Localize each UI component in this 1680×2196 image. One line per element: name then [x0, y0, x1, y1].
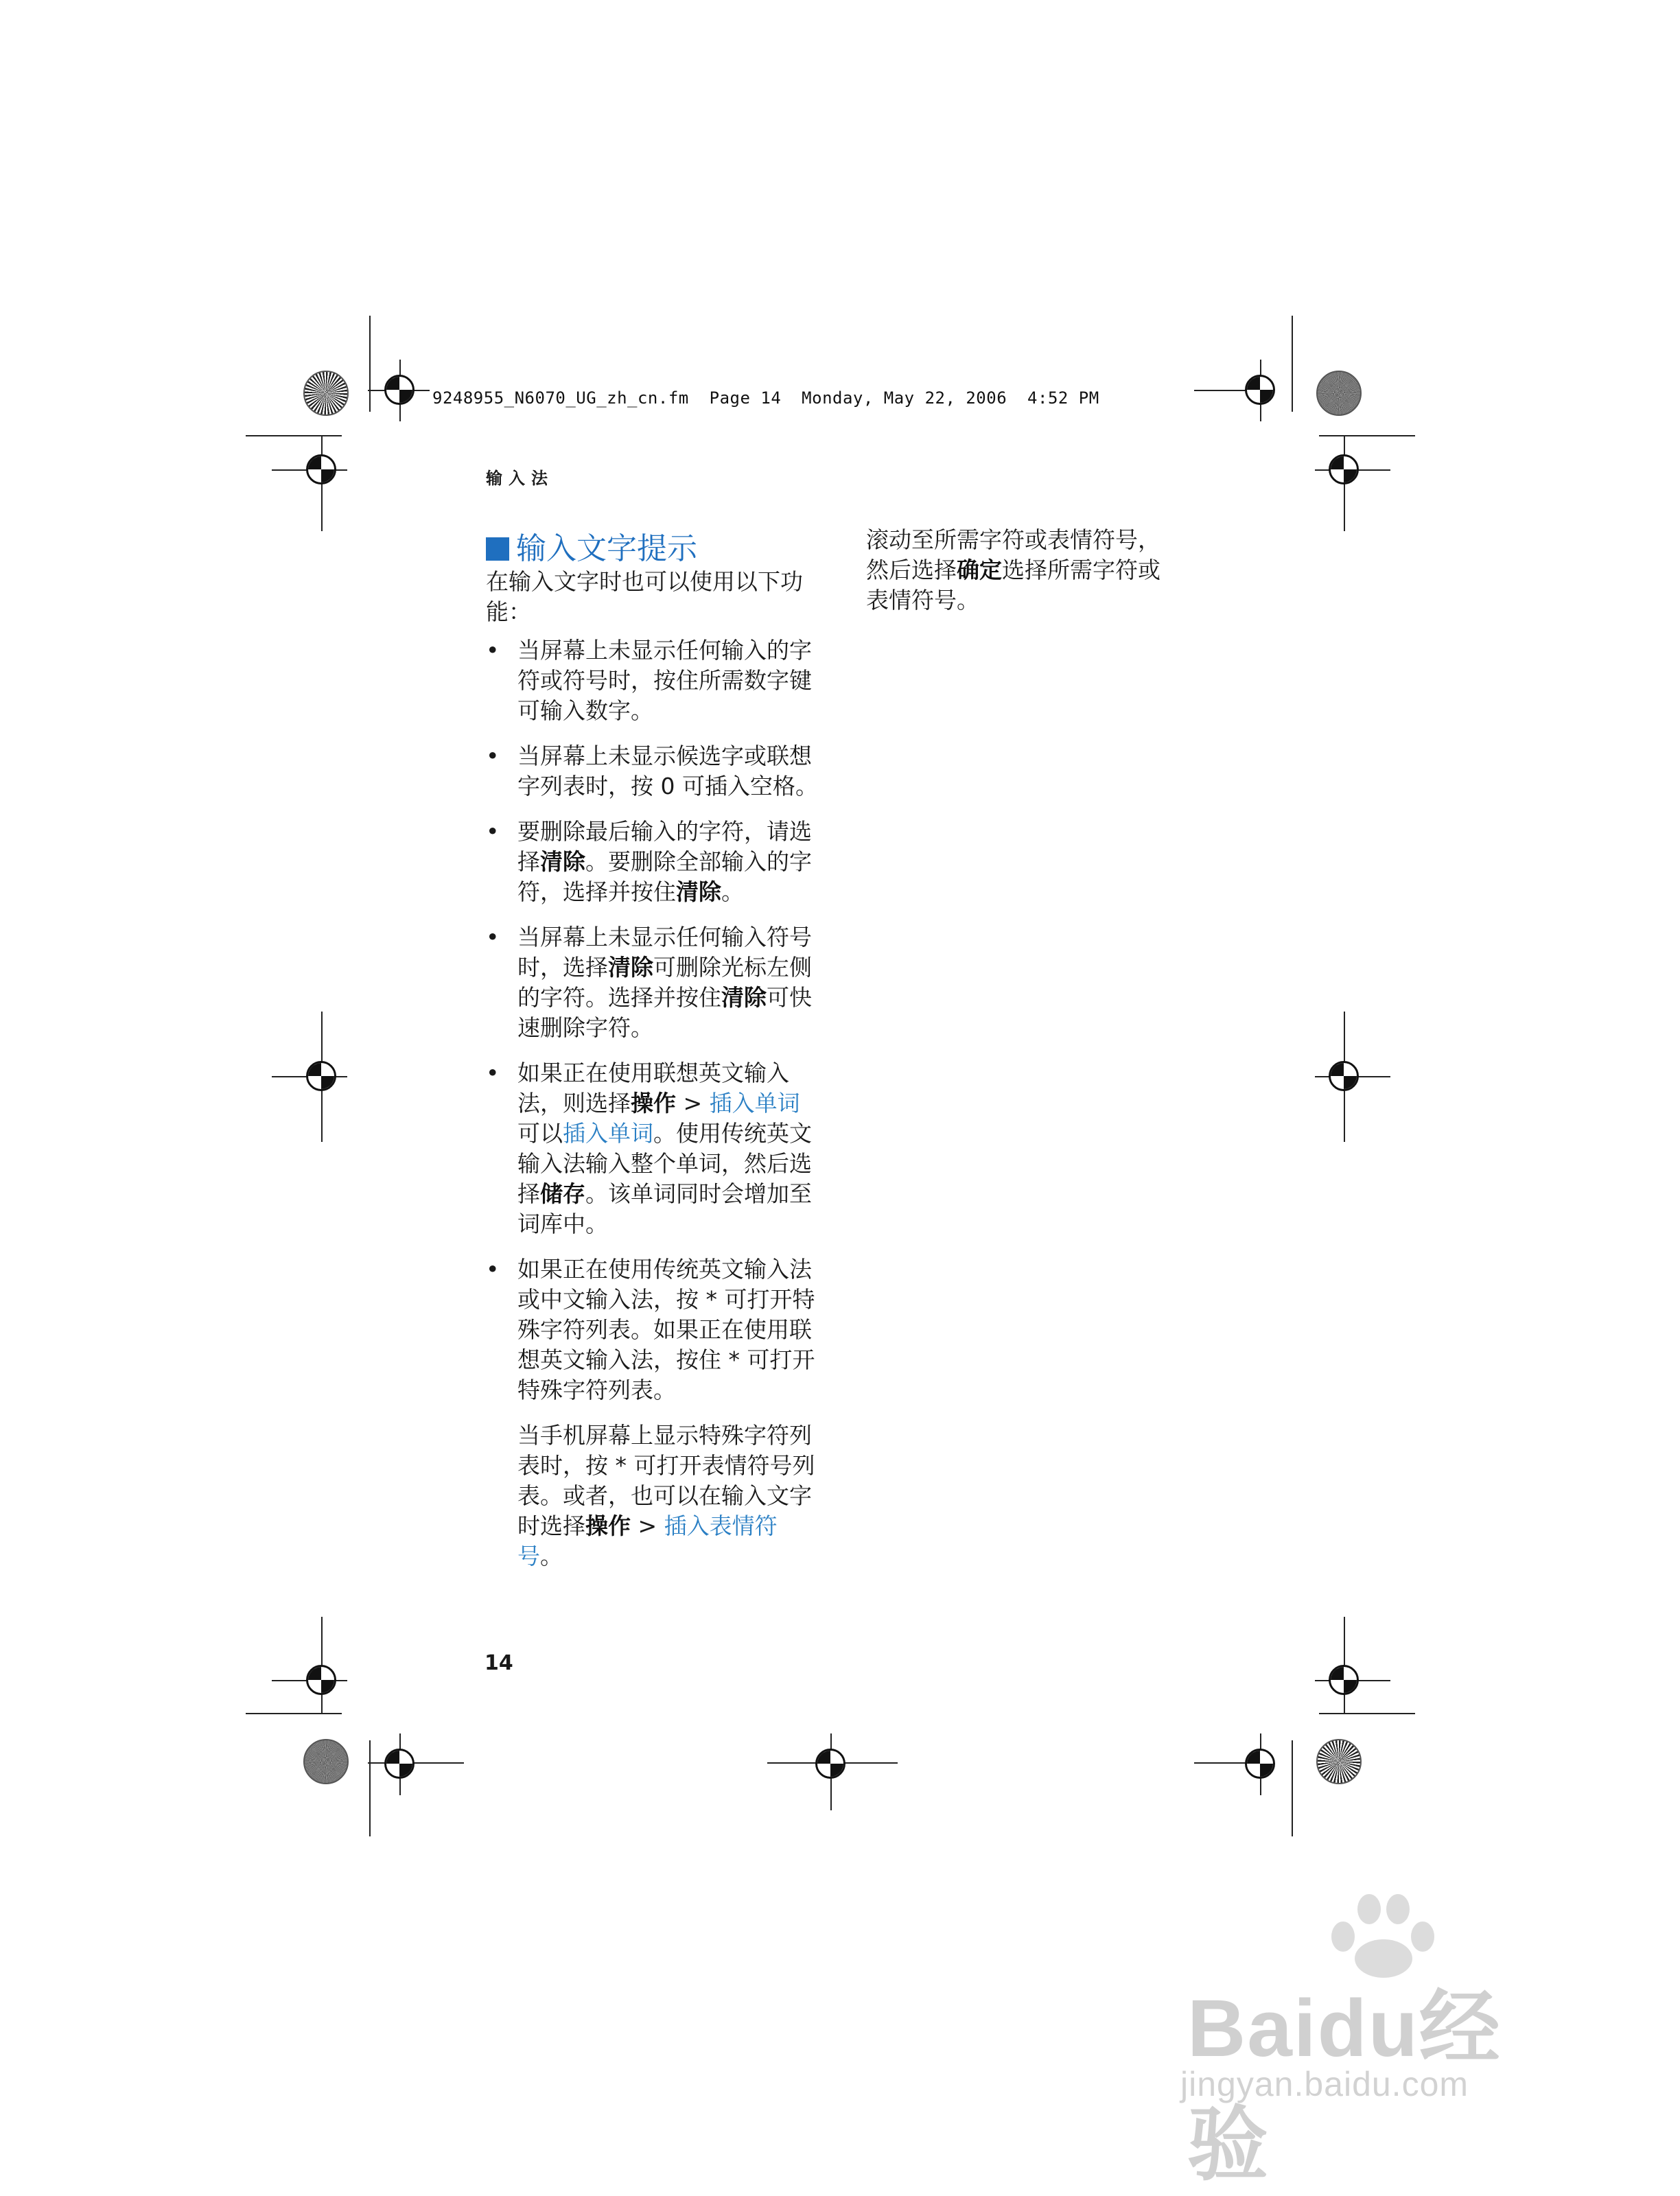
watermark-url: jingyan.baidu.com [1180, 2065, 1469, 2103]
watermark-brand: Baidu经验 [1187, 1983, 1502, 2191]
crop-mark-bottom-right-v [1292, 1740, 1293, 1836]
registration-mark-icon [1245, 1749, 1275, 1779]
softkey-term: 清除 [676, 878, 721, 905]
star-target-icon [303, 371, 349, 416]
registration-mark-icon [1329, 1665, 1359, 1695]
list-item [486, 1254, 822, 1405]
crop-mark-bottom-left-v [369, 1740, 371, 1836]
bullet-icon: • [486, 924, 500, 950]
softkey-term: 储存 [540, 1180, 585, 1207]
registration-mark-icon [815, 1749, 845, 1779]
heading-text: 输入文字提示 [516, 531, 697, 566]
bullet-icon: • [486, 1060, 500, 1086]
section-label: 输入法 [486, 469, 554, 488]
section-heading [486, 524, 697, 568]
list-item [486, 1058, 822, 1239]
registration-mark-icon [306, 1665, 336, 1695]
registration-mark-icon [1329, 1061, 1359, 1091]
bullet-icon: • [486, 743, 500, 769]
registration-mark-icon [384, 1749, 415, 1779]
tips-list [486, 635, 822, 1405]
softkey-term: 清除 [540, 848, 585, 875]
bullet-icon: • [486, 1256, 500, 1283]
file-header-line: 9248955_N6070_UG_zh_cn.fm Page 14 Monday, May 22, 2006 4:52 PM [432, 388, 1099, 408]
page-number: 14 [485, 1651, 513, 1675]
softkey-term: 操作 [585, 1512, 631, 1539]
bullet-icon: • [486, 637, 500, 664]
softkey-term: 清除 [721, 984, 767, 1011]
list-item-text: 要删除最后输入的字符，请选择清除。要删除全部输入的字符，选择并按住清除。 [517, 818, 812, 905]
intro-paragraph: 在输入文字时也可以使用以下功能： [486, 568, 803, 625]
right-column [866, 525, 1175, 624]
heading-square-icon [486, 537, 509, 561]
list-item-text: 当屏幕上未显示候选字或联想字列表时，按 0 可插入空格。 [517, 743, 818, 799]
list-item-text: 如果正在使用传统英文输入法或中文输入法，按 * 可打开特殊字符列表。如果正在使用联想英文输入法，按住 * 可打开特殊字符列表。 [517, 1256, 815, 1403]
sub-paragraph: 当手机屏幕上显示特殊字符列表时，按 * 可打开表情符号列表。或者，也可以在输入文字时选择操作 > 插入表情符号。 [517, 1422, 815, 1569]
bullet-icon: • [486, 818, 500, 845]
crop-mark-top-right-v [1292, 316, 1293, 412]
reg-line [368, 1762, 464, 1764]
list-item-text: 当屏幕上未显示任何输入的字符或符号时，按住所需数字键可输入数字。 [517, 637, 812, 724]
crop-mark-top-left-v [369, 316, 371, 412]
star-target-icon [1316, 1739, 1362, 1784]
list-item [486, 741, 822, 802]
star-target-icon [1316, 371, 1362, 416]
softkey-term: 确定 [957, 557, 1002, 583]
right-column-paragraph: 滚动至所需字符或表情符号，然后选择确定选择所需字符或表情符号。 [866, 526, 1160, 614]
crop-mark-top-left-h [246, 435, 342, 436]
softkey-term: 操作 [631, 1090, 676, 1117]
list-item [486, 635, 822, 726]
registration-mark-icon [1245, 375, 1275, 405]
list-item-text: 当屏幕上未显示任何输入符号时，选择清除可删除光标左侧的字符。选择并按住清除可快速删除字符。 [517, 924, 812, 1041]
crop-mark-bottom-left-h [246, 1713, 342, 1714]
registration-mark-icon [306, 454, 336, 484]
left-column [486, 567, 822, 1580]
menu-path-term: 插入表情符号 [517, 1512, 778, 1569]
baidu-watermark [1180, 1894, 1565, 2191]
softkey-term: 清除 [608, 954, 653, 981]
menu-path-term: 插入单词 [709, 1090, 800, 1117]
crop-mark-top-right-h [1319, 435, 1415, 436]
registration-mark-icon [306, 1061, 336, 1091]
list-item [486, 922, 822, 1043]
registration-mark-icon [384, 375, 415, 405]
menu-path-term: 插入单词 [563, 1120, 653, 1147]
star-target-icon [303, 1739, 349, 1784]
crop-mark-bottom-right-h [1319, 1713, 1415, 1714]
list-item-text: 如果正在使用联想英文输入法，则选择操作 > 插入单词可以插入单词。使用传统英文输入法输入整个单词，然后选择储存。该单词同时会增加至词库中。 [517, 1060, 812, 1237]
list-item [486, 817, 822, 907]
registration-mark-icon [1329, 454, 1359, 484]
